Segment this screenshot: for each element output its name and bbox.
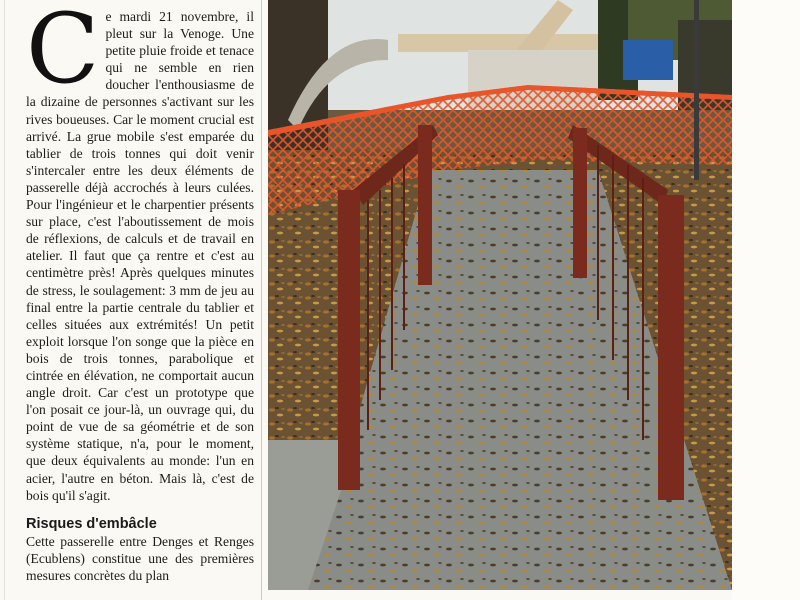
article-column [26,0,254,584]
article-paragraph-1 [26,0,254,504]
bridge-photo [268,0,732,590]
bridge-photo-icon [268,0,732,590]
drop-cap: C [26,0,100,105]
page-edge-line [4,0,5,600]
page-right-margin [732,0,800,600]
column-divider [261,0,262,600]
section-subheading: Risques d'embâcle [26,515,157,532]
article-paragraph-2: Cette passerelle entre Denges et Renges (Ecublens) constitue une des premières mesures concrètes du plan [26,533,254,583]
paragraph-1-text: e mardi 21 novembre, il pleut sur la Venoge. Une petite pluie froide et tenace qui ne semble en rien doucher l'enthousiasme de la dizaine de personnes s'activant sur les rives boueuses. Car le moment crucial est arrivé. La grue mobile s'est emparée du tablier de trois tonnes qui doit venir s'intercaler entre les deux éléments de passerelle déjà accrochés à leurs culées. Pour l'ingénieur et le charpentier présents sur place, c'est l'aboutissement de mois de réflexions, de calculs et de travail en atelier. Il faut que ça rentre et c'est au centimètre près! Après quelques minutes de stress, le soulagement: 3 mm de jeu au final entre la partie centrale du tablier et celles situées aux extrémités! Un petit exploit lorsque l'on songe que la pièce en bois de trois tonnes, parabolique et cintrée en élévation, ne comportait aucun angle droit. Car c'est un prototype que l'on posait ce jour-là, un ouvrage qui, du point de vue de sa géométrie et de son système statique, n'a, pour le moment, que deux équivalents au monde: l'un en acier, l'autre en béton. Mais là, c'est de bois qu'il s'agit. [26,9,254,503]
